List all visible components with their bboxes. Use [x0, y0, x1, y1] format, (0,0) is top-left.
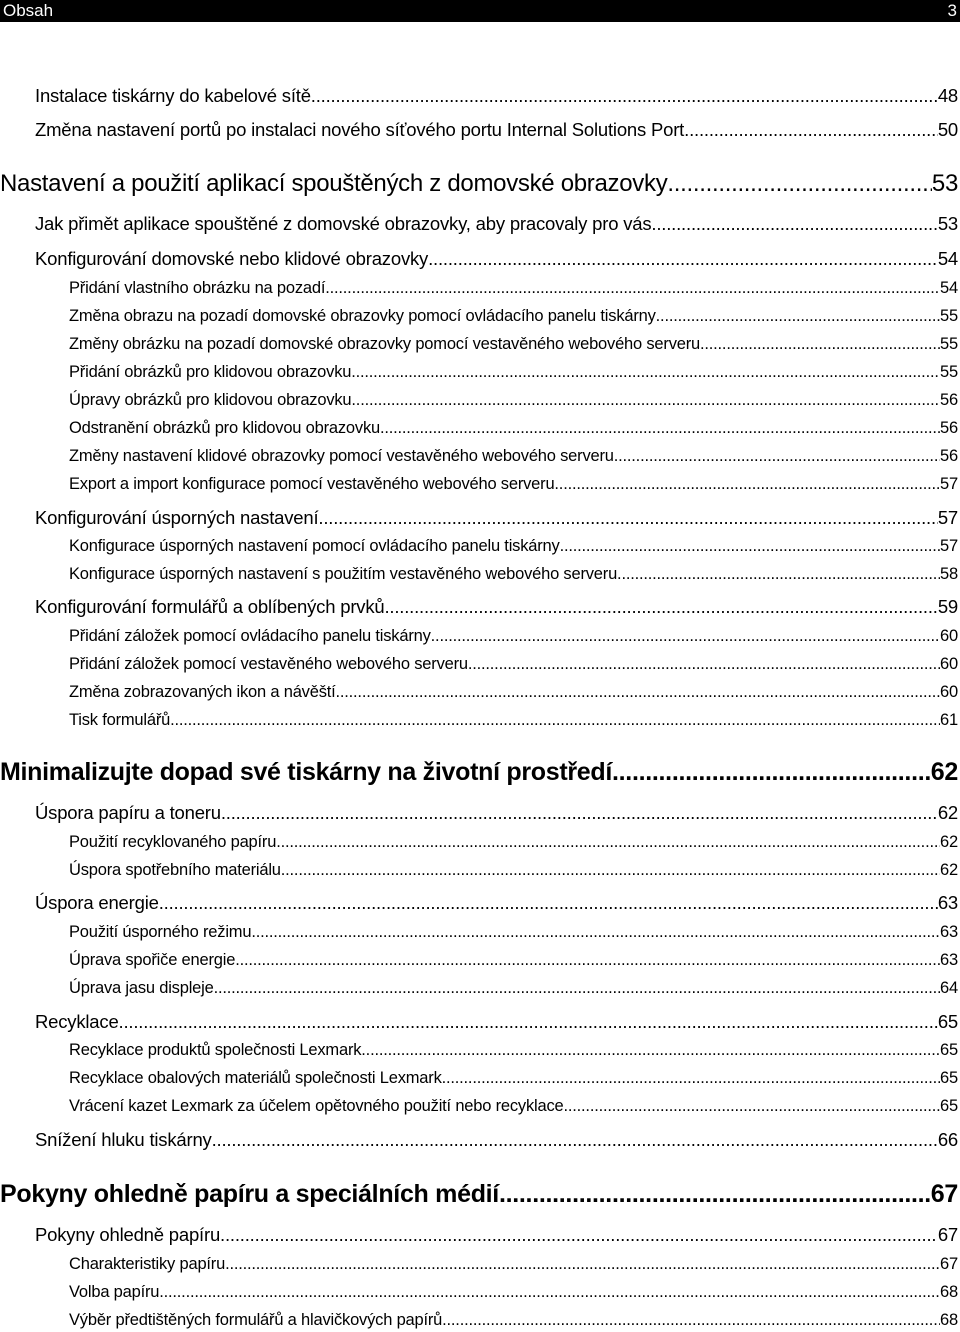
toc-entry[interactable]: Změny nastavení klidové obrazovky pomocí vestavěného webového serveru ..... 56 [69, 447, 958, 466]
toc-entry[interactable]: Přidání záložek pomocí vestavěného webového serveru ..... 60 [69, 655, 958, 674]
header-page-number: 3 [947, 1, 957, 20]
toc-entry[interactable]: Úspora papíru a toneru ..... 62 [35, 802, 958, 824]
toc-entry[interactable]: Nastavení a použití aplikací spouštěných z domovské obrazovky ..... 53 [0, 170, 958, 198]
toc-entry[interactable]: Konfigurování domovské nebo klidové obrazovky ..... 54 [35, 248, 958, 270]
toc-entry[interactable]: Volba papíru ..... 68 [69, 1283, 958, 1302]
toc-entry[interactable]: Instalace tiskárny do kabelové sítě ..... 48 [35, 85, 958, 107]
toc-entry[interactable]: Použití recyklovaného papíru ..... 62 [69, 833, 958, 852]
toc-entry[interactable]: Přidání obrázků pro klidovou obrazovku ..... 55 [69, 363, 958, 382]
toc-entry[interactable]: Změna obrazu na pozadí domovské obrazovky pomocí ovládacího panelu tiskárny ..... 55 [69, 307, 958, 326]
toc-entry[interactable]: Konfigurování úsporných nastavení ..... 57 [35, 507, 958, 529]
toc-entry[interactable]: Výběr předtištěných formulářů a hlavičkových papírů ..... 68 [69, 1311, 958, 1330]
toc-entry[interactable]: Konfigurace úsporných nastavení s použitím vestavěného webového serveru. ..... 58 [69, 565, 958, 584]
toc-entry[interactable]: Změna nastavení portů po instalaci nového síťového portu Internal Solutions Port ..... 50 [35, 119, 958, 141]
toc-entry[interactable]: Pokyny ohledně papíru a speciálních médií ..... 67 [0, 1180, 958, 1209]
toc-entry[interactable]: Recyklace ..... 65 [35, 1011, 958, 1033]
toc-entry[interactable]: Úspora spotřebního materiálu ..... 62 [69, 861, 958, 880]
toc-entry[interactable]: Odstranění obrázků pro klidovou obrazovku ..... 56 [69, 419, 958, 438]
toc-entry[interactable]: Minimalizujte dopad své tiskárny na životní prostředí ..... 62 [0, 758, 958, 787]
toc-entry[interactable]: Přidání záložek pomocí ovládacího panelu tiskárny ..... 60 [69, 627, 958, 646]
toc-entry[interactable]: Jak přimět aplikace spouštěné z domovské obrazovky, aby pracovaly pro vás ..... 53 [35, 213, 958, 235]
toc-entry[interactable]: Konfigurace úsporných nastavení pomocí ovládacího panelu tiskárny ..... 57 [69, 537, 958, 556]
toc-entry[interactable]: Pokyny ohledně papíru ..... 67 [35, 1224, 958, 1246]
toc-entry[interactable]: Úprava jasu displeje ..... 64 [69, 979, 958, 998]
header-title: Obsah [3, 1, 54, 20]
toc-entry[interactable]: Konfigurování formulářů a oblíbených prvků ..... 59 [35, 596, 958, 618]
toc-entry[interactable]: Vrácení kazet Lexmark za účelem opětovného použití nebo recyklace ..... 65 [69, 1097, 958, 1116]
toc-entry[interactable]: Recyklace obalových materiálů společnosti Lexmark ..... 65 [69, 1069, 958, 1088]
toc-entry[interactable]: Snížení hluku tiskárny ..... 66 [35, 1129, 958, 1151]
toc-entry[interactable]: Změny obrázku na pozadí domovské obrazovky pomocí vestavěného webového serveru ..... 55 [69, 335, 958, 354]
toc-entry[interactable]: Charakteristiky papíru ..... 67 [69, 1255, 958, 1274]
toc-entry[interactable]: Změna zobrazovaných ikon a návěští ..... 60 [69, 683, 958, 702]
toc-entry[interactable]: Export a import konfigurace pomocí vestavěného webového serveru ..... 57 [69, 475, 958, 494]
toc-entry[interactable]: Použití úsporného režimu ..... 63 [69, 923, 958, 942]
toc-entry[interactable]: Úprava spořiče energie ..... 63 [69, 951, 958, 970]
toc-entry[interactable]: Recyklace produktů společnosti Lexmark ..... 65 [69, 1041, 958, 1060]
toc-entry[interactable]: Tisk formulářů ..... 61 [69, 711, 958, 730]
toc-entry[interactable]: Úspora energie ..... 63 [35, 892, 958, 914]
toc-entry[interactable]: Přidání vlastního obrázku na pozadí ..... 54 [69, 279, 958, 298]
toc-entry[interactable]: Úpravy obrázků pro klidovou obrazovku ..... 56 [69, 391, 958, 410]
